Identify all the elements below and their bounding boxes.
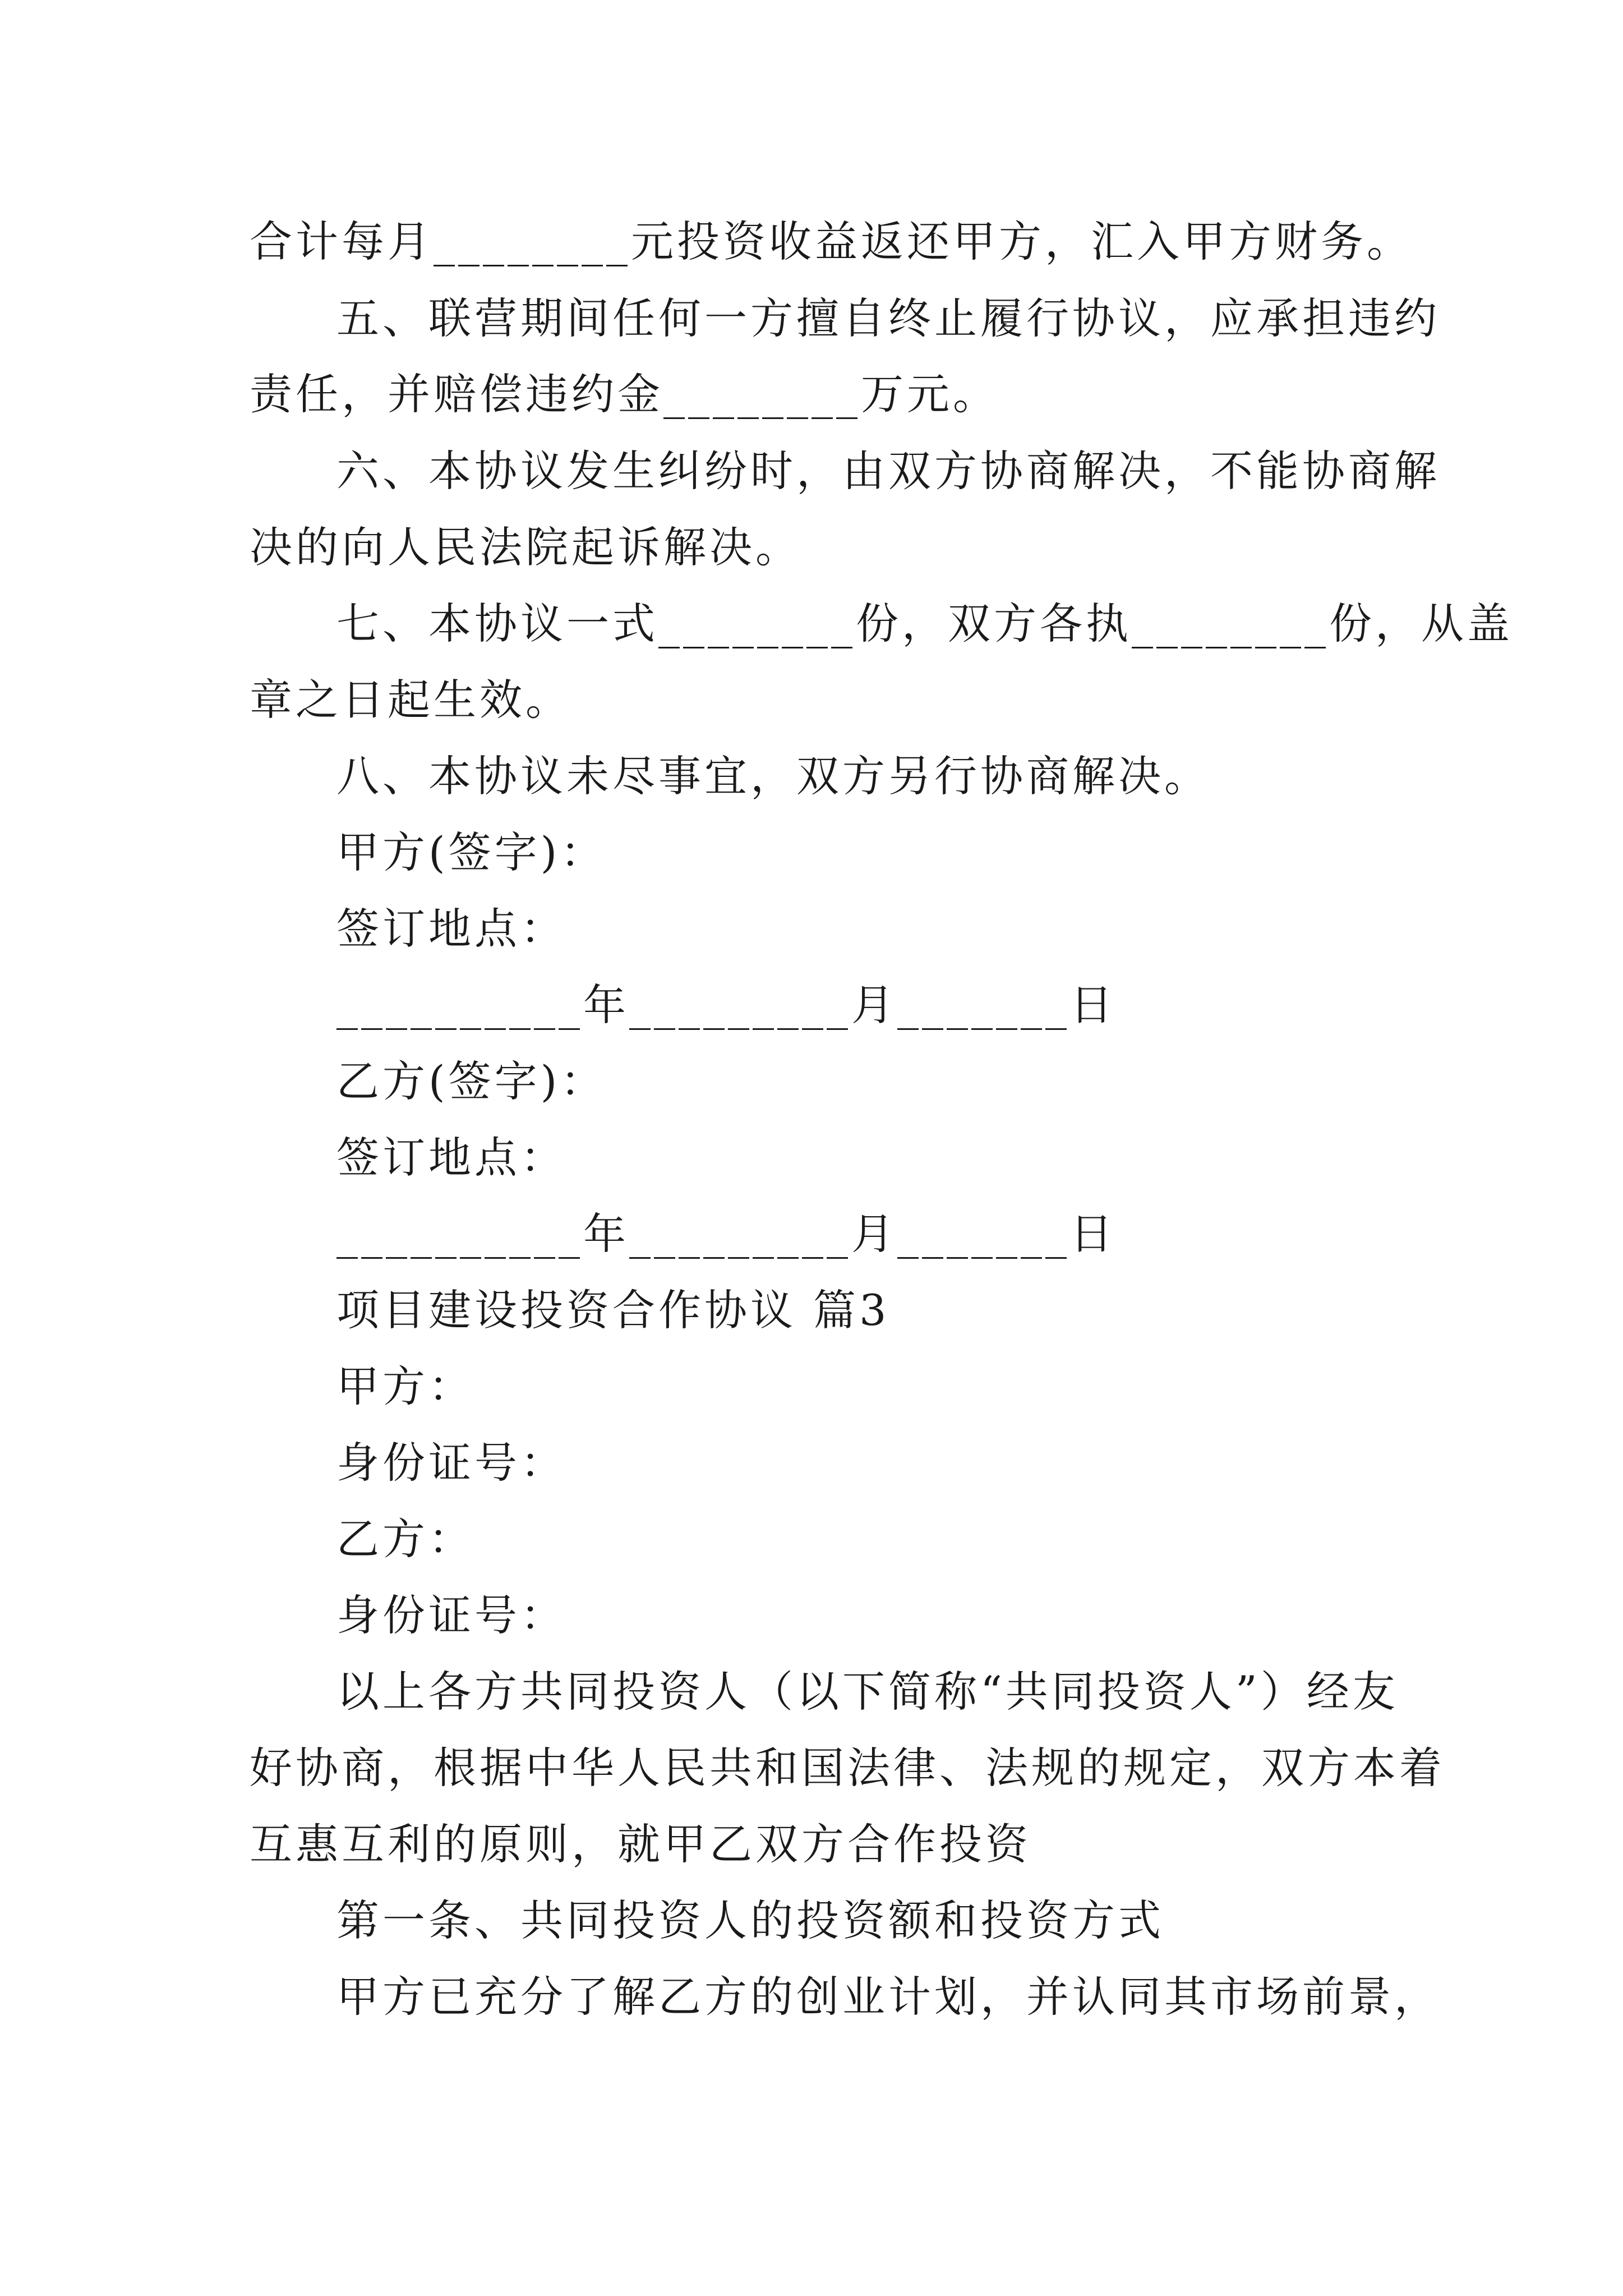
party-a-label: 甲方：	[336, 1361, 474, 1411]
preamble-line-3: 互惠互利的原则，就甲乙双方合作投资	[250, 1819, 1031, 1869]
party-b-signature: 乙方(签字)：	[336, 1056, 607, 1106]
preamble-line-1: 以上各方共同投资人（以下简称“共同投资人”）经友	[336, 1667, 1399, 1717]
section-heading: 项目建设投资合作协议 篇3	[336, 1285, 890, 1335]
clause-6-line-2: 决的向人民法院起诉解决。	[250, 522, 801, 572]
party-a-location: 签订地点：	[336, 904, 566, 954]
party-b-label: 乙方：	[336, 1514, 474, 1564]
clause-7-line-1: 七、本协议一式________份，双方各执________份，从盖	[336, 599, 1513, 648]
party-b-location: 签订地点：	[336, 1133, 566, 1182]
party-a-signature: 甲方(签字)：	[336, 827, 607, 877]
party-b-date: __________年_________月_______日	[336, 1209, 1116, 1259]
party-a-id-label: 身份证号：	[336, 1438, 566, 1488]
clause-8: 八、本协议未尽事宜，双方另行协商解决。	[336, 751, 1210, 801]
clause-7-line-2: 章之日起生效。	[250, 675, 571, 725]
article-1-heading: 第一条、共同投资人的投资额和投资方式	[336, 1895, 1164, 1945]
clause-6-line-1: 六、本协议发生纠纷时，由双方协商解决，不能协商解	[336, 446, 1440, 496]
clause-5-line-2: 责任，并赔偿违约金________万元。	[250, 369, 999, 419]
clause-5-line-1: 五、联营期间任何一方擅自终止履行协议，应承担违约	[336, 293, 1440, 343]
text-line-1: 合计每月________元投资收益返还甲方，汇入甲方财务。	[250, 217, 1413, 266]
party-b-id-label: 身份证号：	[336, 1590, 566, 1640]
party-a-date: __________年_________月_______日	[336, 980, 1116, 1030]
preamble-line-2: 好协商，根据中华人民共和国法律、法规的规定，双方本着	[250, 1743, 1445, 1793]
article-1-body: 甲方已充分了解乙方的创业计划，并认同其市场前景，	[336, 1972, 1440, 2022]
